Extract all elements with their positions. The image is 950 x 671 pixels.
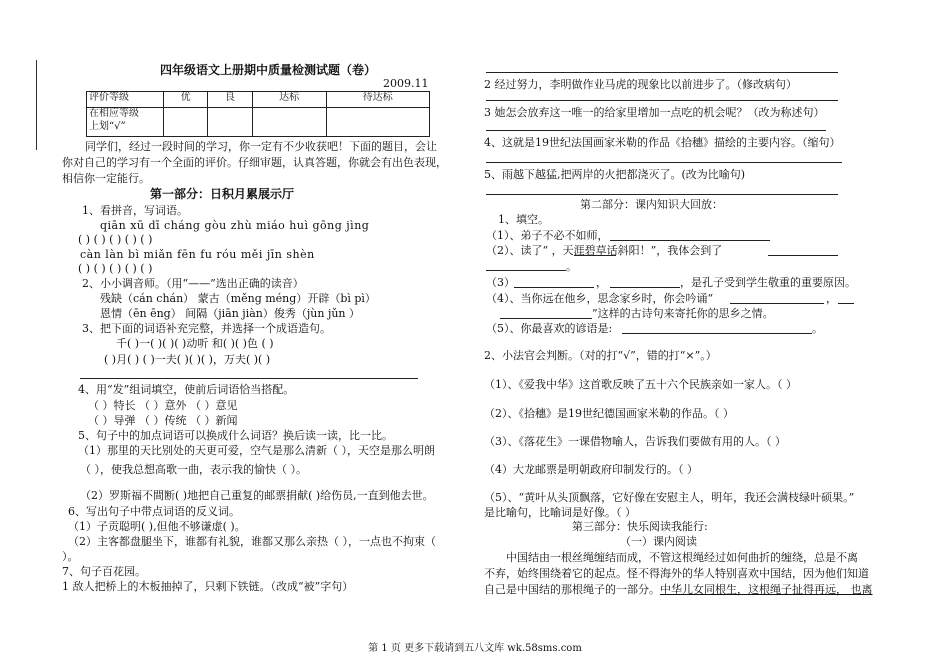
part2-question-2: 2、小法官会判断。（对的打“√”，错的打“×”。） xyxy=(484,349,717,362)
pronunciation-line: 残缺（cán chán） 蒙古（měng méng）开辟（bì pì） xyxy=(100,292,376,305)
pinyin-row: càn làn bì miǎn fēn fu róu měi jīn shèn xyxy=(80,248,315,261)
table-cell: 评价等级 xyxy=(87,92,164,108)
question-4: 4、用“发”组词填空，使前后词语恰当搭配。 xyxy=(78,383,295,396)
table-row xyxy=(87,108,430,137)
pronunciation-line: 恩情（ēn ēng） 间隔（jiān jiàn）俊秀（jùn jǔn ） xyxy=(100,307,361,320)
fill-line: ， xyxy=(826,292,837,305)
answer-line[interactable] xyxy=(730,303,824,304)
table-row xyxy=(87,92,430,108)
fill-line: （1）、弟子不必不如师， xyxy=(486,229,609,242)
fill-line: ”这样的古诗句来寄托你的思乡之情。 xyxy=(592,307,774,320)
part1-heading: 第一部分：日积月累展示厅 xyxy=(150,187,295,201)
answer-line[interactable] xyxy=(514,287,594,288)
reading-text: 不弃，始终围绕着它的起点。怪不得海外的华人特别喜欢中国结，因为他们知道 xyxy=(484,567,869,580)
table-cell: 达标 xyxy=(252,92,326,108)
mark-cell-pending[interactable] xyxy=(326,108,429,137)
part3-heading: 第三部分：快乐阅读我能行: xyxy=(572,520,708,533)
intro-line: 你对自己的学习有一个全面的评价。仔细审题，认真答题，你就会有出色表现， xyxy=(62,156,447,169)
table-cell: 良 xyxy=(208,92,252,108)
answer-line[interactable] xyxy=(574,255,616,256)
part2-heading: 第二部分：课内知识大回放： xyxy=(580,198,723,211)
row-label-line: 在相应等级 xyxy=(89,108,139,119)
pinyin-row: qiān xū dī cháng gòu zhù miáo huì gōng jìng xyxy=(100,219,370,232)
page-footer: 第 1 页 更多下载请到五八文库 wk.58sms.com xyxy=(368,643,582,654)
fill-in-line[interactable]: （ ）特长 （ ）意外 （ ）意见 xyxy=(88,399,238,412)
sentence-line[interactable]: （1）那里的天比别处的天更可爱，空气是那么清新（ ），天空是那么明朗 xyxy=(78,444,435,457)
fill-line: ，是孔子受到学生敬重的重要原因。 xyxy=(680,276,856,289)
rewrite-question: 4、这就是19世纪法国画家米勒的作品《拾穗》描绘的主要内容。（缩句） xyxy=(484,136,841,149)
question-6: 6、写出句子中带点词语的反义词。 xyxy=(68,505,240,518)
table-cell: 优 xyxy=(164,92,208,108)
sentence-line[interactable]: （ ），使我总想高歌一曲，表示我的愉快（ ）。 xyxy=(80,463,307,476)
mark-cell-pass[interactable] xyxy=(252,108,326,137)
fill-line: （5）、你最喜欢的谚语是: xyxy=(486,322,613,335)
sentence-line[interactable]: （1）子贡聪明( ),但他不够谦虚( )。 xyxy=(68,520,246,533)
answer-line[interactable] xyxy=(610,240,770,241)
fill-line: 。 xyxy=(812,322,823,335)
judge-item[interactable]: （2）、《拾穗》是19世纪德国画家米勒的作品。（ ） xyxy=(484,407,734,420)
answer-blanks[interactable]: ( ) ( ) ( ) ( ) ( ) xyxy=(78,233,153,246)
evaluation-table xyxy=(86,91,430,137)
idiom-line[interactable]: ( )月( ) ( )一夫( )( )( )，万夫( )( ) xyxy=(104,353,271,366)
question-5: 5、句子中的加点词语可以换成什么词语？换后读一读，比一比。 xyxy=(78,429,393,442)
rewrite-question: 5、雨越下越猛,把两岸的火把都浇灭了。(改为比喻句) xyxy=(484,168,746,181)
mark-cell-excellent[interactable] xyxy=(164,108,208,137)
judge-item[interactable]: （5）、“黄叶从头顶飘落，它好像在安慰主人，明年，我还会满枝绿叶硕果。” xyxy=(484,491,855,504)
judge-item[interactable]: 是比喻句，比喻词是好像。（ ） xyxy=(484,506,636,519)
rewrite-question: 3 她怎会放弃这一唯一的给家里增加一点吃的机会呢？（改为称述句） xyxy=(484,106,825,119)
sentence-line: ）。 xyxy=(62,550,79,563)
question-7: 7、句子百花园。 xyxy=(62,565,146,578)
judge-item[interactable]: （4）大龙邮票是明朝政府印制发行的。（ ） xyxy=(484,463,698,476)
answer-line[interactable] xyxy=(622,333,812,334)
reading-text: 中国结由一根丝绳缠结而成，不管这根绳经过如何曲折的缠绕，总是不离 xyxy=(506,551,858,564)
underlined-sentence: 中华儿女同根生，这根绳子扯得再远， 也离 xyxy=(660,583,873,596)
fill-line: （2）、读了“ ，天涯碧草话斜阳！”，我体会到了 xyxy=(486,244,723,257)
fill-line: （4）、当你远在他乡，思念家乡时，你会吟诵“ xyxy=(486,292,714,305)
answer-blanks[interactable]: ( ) ( ) ( ) ( ) ( ) xyxy=(78,262,153,275)
rewrite-question: 2 经过努力，李明做作业马虎的现象比以前进步了。（修改病句） xyxy=(484,78,797,91)
intro-line: 同学们，经过一段时间的学习，你一定有不少收获吧！下面的题目，会让 xyxy=(85,140,437,153)
answer-line[interactable] xyxy=(768,255,838,256)
intro-line: 相信你一定能行。 xyxy=(62,172,150,185)
answer-line[interactable] xyxy=(486,270,566,271)
answer-line[interactable] xyxy=(486,162,842,163)
answer-line[interactable] xyxy=(610,287,680,288)
answer-line[interactable] xyxy=(486,72,838,73)
row-label-line: 上划“√” xyxy=(89,120,126,132)
answer-line[interactable] xyxy=(80,378,418,379)
question-2: 2、小小调音师。（用“——”选出正确的读音） xyxy=(82,277,304,290)
sentence-line: 1 敌人把桥上的木板抽掉了，只剩下铁链。（改成“被”字句） xyxy=(62,580,354,593)
answer-line[interactable] xyxy=(486,194,838,195)
table-cell xyxy=(87,108,164,137)
fill-line: ， xyxy=(596,276,607,289)
fill-line: 。 xyxy=(566,260,577,273)
fill-line: （3） xyxy=(486,276,515,289)
mark-cell-good[interactable] xyxy=(208,108,252,137)
table-cell: 待达标 xyxy=(326,92,429,108)
question-3: 3、把下面的词语补充完整，并选择一个成语造句。 xyxy=(82,322,331,335)
answer-line[interactable] xyxy=(486,130,826,131)
exam-date: 2009.11 xyxy=(383,77,429,90)
answer-line[interactable] xyxy=(838,303,854,304)
answer-line[interactable] xyxy=(486,100,838,101)
part3-subheading: （一）课内阅读 xyxy=(620,535,697,548)
question-1: 1、看拼音，写词语。 xyxy=(82,204,188,217)
reading-text xyxy=(484,583,873,597)
page-title: 四年级语文上册期中质量检测试题（卷） xyxy=(160,63,377,77)
idiom-line[interactable]: 千( )一( )( )( )动听 和( )( )色 ( ) xyxy=(116,337,274,350)
judge-item[interactable]: （1）、《爱我中华》这首歌反映了五十六个民族亲如一家人。（ ） xyxy=(484,378,797,391)
part2-question-1: 1、填空。 xyxy=(498,213,549,226)
binding-margin-line xyxy=(36,60,37,150)
sentence-line[interactable]: （2）主客都盘腿坐下，谁都有礼貌，谁都又那么亲热（ ），一点也不拘束（ xyxy=(68,535,436,548)
reading-text-part: 自己是中国结的那根绳子的一部分。 xyxy=(484,583,660,596)
fill-in-line[interactable]: （ ）导弹 （ ）传统 （ ）新闻 xyxy=(88,414,238,427)
judge-item[interactable]: （3）、《落花生》一课借物喻人，告诉我们要做有用的人。（ ） xyxy=(484,435,786,448)
sentence-line[interactable]: （2）罗斯福不間断( )地把自己重复的邮票捐献( )给伤员,一直到他去世。 xyxy=(80,489,434,502)
answer-line[interactable] xyxy=(500,318,592,319)
